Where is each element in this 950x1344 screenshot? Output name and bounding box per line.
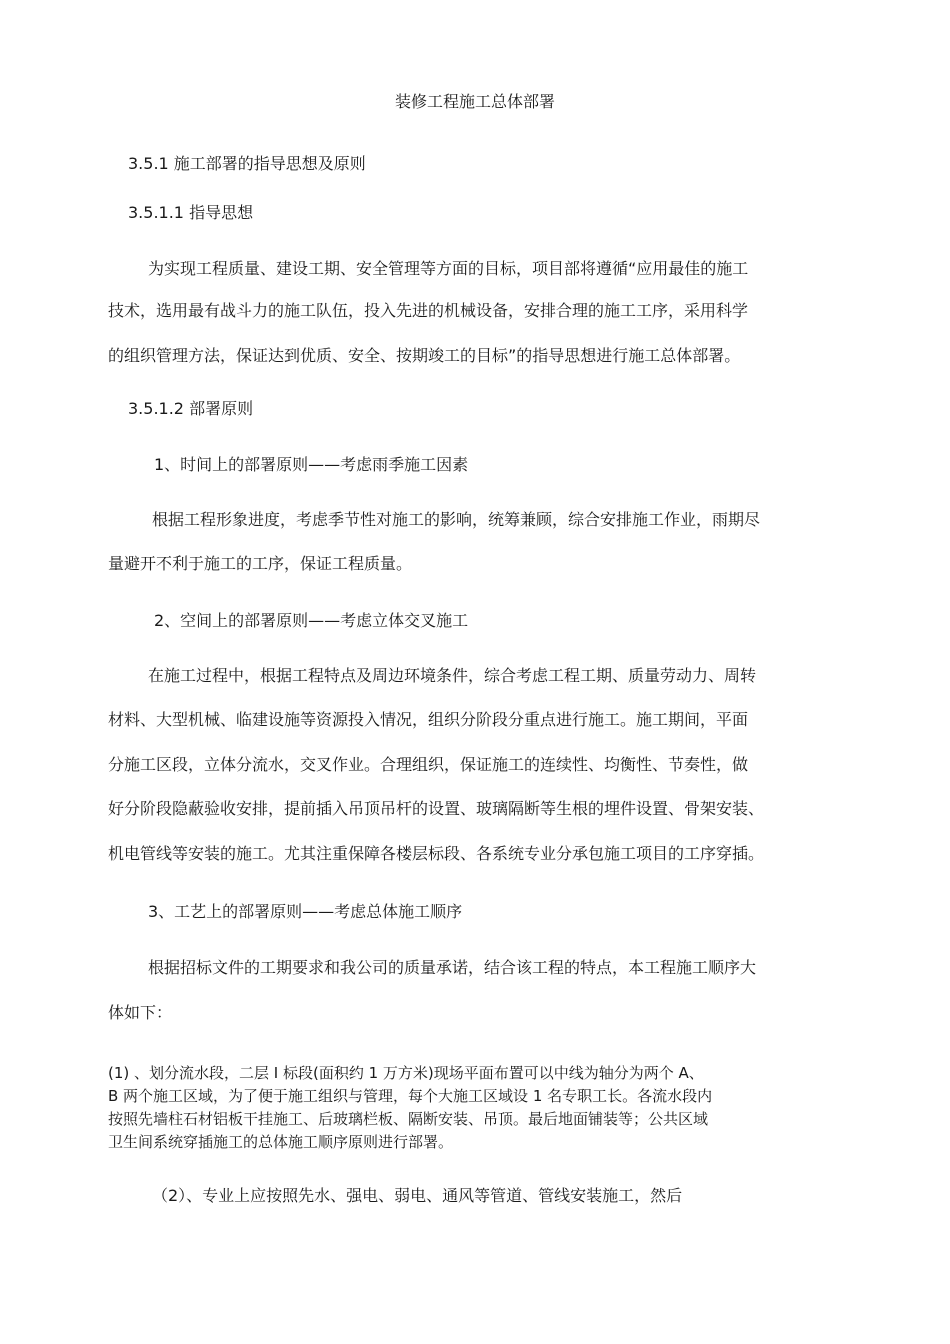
- paragraph-guiding-line-1: 为实现工程质量、建设工期、安全管理等方面的目标，项目部将遵循“应用最佳的施工: [148, 259, 749, 278]
- item-1-line-3: 按照先墙柱石材铝板干挂施工、后玻璃栏板、隔断安装、吊顶。最后地面铺装等；公共区域: [108, 1110, 709, 1128]
- item-1-line-2: B 两个施工区域，为了便于施工组织与管理，每个大施工区域设 1 名专职工长。各流水段内: [108, 1087, 713, 1105]
- principle-1-heading: 1、时间上的部署原则——考虑雨季施工因素: [154, 455, 469, 474]
- paragraph-time-line-2: 量避开不利于施工的工序，保证工程质量。: [108, 554, 413, 573]
- principle-3-heading: 3、工艺上的部署原则——考虑总体施工顺序: [148, 902, 463, 921]
- section-heading-3-5-1-1: 3.5.1.1 指导思想: [128, 203, 254, 222]
- document-title: 装修工程施工总体部署: [394, 92, 555, 111]
- paragraph-space-line-2: 材料、大型机械、临建设施等资源投入情况，组织分阶段分重点进行施工。施工期间，平面: [108, 710, 749, 729]
- item-1-line-4: 卫生间系统穿插施工的总体施工顺序原则进行部署。: [108, 1133, 454, 1151]
- principle-2-heading: 2、空间上的部署原则——考虑立体交叉施工: [154, 611, 469, 630]
- paragraph-space-line-4: 好分阶段隐蔽验收安排，提前插入吊顶吊杆的设置、玻璃隔断等生根的埋件设置、骨架安装、: [108, 799, 765, 818]
- paragraph-process-line-1: 根据招标文件的工期要求和我公司的质量承诺，结合该工程的特点，本工程施工顺序大: [148, 958, 757, 977]
- paragraph-space-line-5: 机电管线等安装的施工。尤其注重保障各楼层标段、各系统专业分承包施工项目的工序穿插。: [108, 844, 765, 863]
- item-1-line-1: (1) 、划分流水段，二层 I 标段(面积约 1 万方米)现场平面布置可以中线为轴分为两个 A、: [108, 1064, 704, 1082]
- section-heading-3-5-1: 3.5.1 施工部署的指导思想及原则: [128, 154, 366, 173]
- paragraph-guiding-line-3: 的组织管理方法，保证达到优质、安全、按期竣工的目标”的指导思想进行施工总体部署。: [108, 346, 741, 365]
- section-heading-3-5-1-2: 3.5.1.2 部署原则: [128, 399, 254, 418]
- paragraph-time-line-1: 根据工程形象进度，考虑季节性对施工的影响，统筹兼顾，综合安排施工作业，雨期尽: [152, 510, 761, 529]
- paragraph-guiding-line-2: 技术，选用最有战斗力的施工队伍，投入先进的机械设备，安排合理的施工工序，采用科学: [108, 301, 749, 320]
- paragraph-space-line-3: 分施工区段，立体分流水，交叉作业。合理组织，保证施工的连续性、均衡性、节奏性，做: [108, 755, 749, 774]
- paragraph-space-line-1: 在施工过程中，根据工程特点及周边环境条件，综合考虑工程工期、质量劳动力、周转: [148, 666, 757, 685]
- item-2-line-1: （2）、专业上应按照先水、强电、弱电、通风等管道、管线安装施工，然后: [152, 1186, 683, 1205]
- paragraph-process-line-2: 体如下：: [108, 1003, 173, 1022]
